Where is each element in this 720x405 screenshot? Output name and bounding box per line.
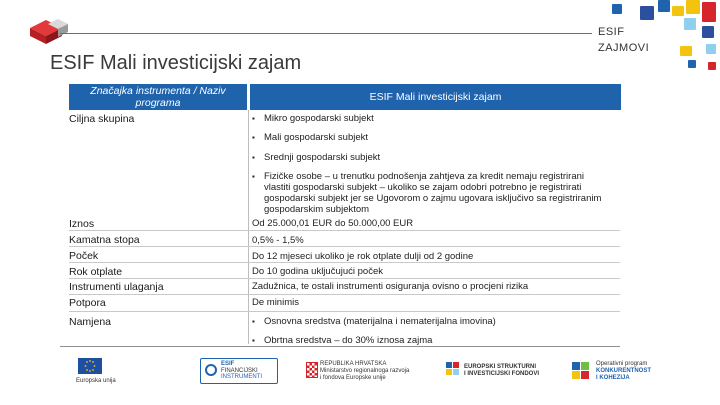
esif-financial-instruments-logo xyxy=(200,358,278,384)
row-label-namjena: Namjena xyxy=(69,316,112,328)
brand-label xyxy=(598,24,649,56)
row-separator xyxy=(69,230,620,231)
esif-cube-logo xyxy=(26,14,70,48)
value-iznos: Od 25.000,01 EUR do 50.000,00 EUR xyxy=(252,218,414,229)
competitiveness-line-1: Operativni program xyxy=(596,361,648,367)
list-item-ciljna: ▪ Mali gospodarski subjekt xyxy=(264,132,368,143)
eu-stars-icon xyxy=(78,358,102,374)
row-label-iznos: Iznos xyxy=(69,218,95,230)
page-title: ESIF Mali investicijski zajam xyxy=(50,52,302,74)
ministry-line-2: Ministarstvo regionalnoga razvoja xyxy=(320,368,410,374)
row-label-instrumenti: Instrumenti ulaganja xyxy=(69,281,164,293)
esif-logo-line-3: INSTRUMENTI xyxy=(221,374,262,380)
table-header-program: ESIF Mali investicijski zajam xyxy=(250,84,621,110)
value-rok: Do 10 godina uključujući poček xyxy=(252,266,383,277)
row-separator xyxy=(69,262,620,263)
row-label-rok: Rok otplate xyxy=(69,266,123,278)
list-item-namjena: ▪ Osnovna sredstva (materijalna i nematerijalna imovina) xyxy=(264,316,496,327)
competitiveness-line-3: I KOHEZIJA xyxy=(596,375,630,381)
fizicke-line-4: gospodarskim subjektom xyxy=(264,204,370,215)
value-potpora: De minimis xyxy=(252,297,299,308)
ministry-line-1: REPUBLIKA HRVATSKA xyxy=(320,361,387,367)
row-separator xyxy=(69,246,620,247)
esif-swirl-icon xyxy=(205,364,217,376)
header-divider xyxy=(60,33,592,34)
list-item-namjena: ▪ Obrtna sredstva – do 30% iznosa zajma xyxy=(264,335,432,346)
competitiveness-text xyxy=(596,361,651,382)
esif-logo-line-1: ESIF xyxy=(221,361,235,367)
fizicke-line-1: ▪ Fizičke osobe – u trenutku podnošenja zahtjeva za kredit nemaju registrirani xyxy=(264,171,585,182)
competitiveness-cohesion-logo-icon xyxy=(572,362,590,380)
eu-funds-text xyxy=(464,364,539,378)
eu-flag-logo xyxy=(78,358,102,374)
brand-line-1: ESIF xyxy=(598,26,625,38)
eu-funds-logo-icon xyxy=(446,362,460,376)
esif-logo-line-2: FINANCIJSKI xyxy=(221,368,258,374)
row-label-kamatna: Kamatna stopa xyxy=(69,234,140,246)
croatia-coat-of-arms-icon xyxy=(306,362,318,378)
value-kamatna: 0,5% - 1,5% xyxy=(252,235,304,246)
row-label-pocek: Poček xyxy=(69,250,99,262)
ministry-line-3: i fondova Europske unije xyxy=(320,375,386,381)
fizicke-line-3: gospodarski subjekt jer se Ugovorom o zajmu ugovara isključivo sa registriranim xyxy=(264,193,602,204)
ministry-text xyxy=(320,361,430,382)
footer-divider xyxy=(60,346,620,347)
row-separator xyxy=(69,294,620,295)
brand-line-2: ZAJMOVI xyxy=(598,42,650,54)
competitiveness-line-2: KONKURENTNOST xyxy=(596,368,651,374)
table-header-feature: Značajka instrumenta / Naziv programa xyxy=(69,84,247,110)
list-item-fizicke-osobe xyxy=(264,171,624,215)
list-item-ciljna: ▪ Mikro gospodarski subjekt xyxy=(264,113,374,124)
column-divider xyxy=(248,110,249,344)
eu-funds-line-2: I INVESTICIJSKI FONDOVI xyxy=(464,371,540,377)
list-item-ciljna: ▪ Srednji gospodarski subjekt xyxy=(264,152,380,163)
fizicke-line-2: vlastiti gospodarski subjekt – ukoliko se zajam odobri potrebno je registrirati xyxy=(264,182,582,193)
row-separator xyxy=(69,278,620,279)
value-pocek: Do 12 mjeseci ukoliko je rok otplate dulji od 2 godine xyxy=(252,251,474,262)
row-label-potpora: Potpora xyxy=(69,297,106,309)
eu-funds-line-1: EUROPSKI STRUKTURNI xyxy=(464,364,537,370)
row-separator xyxy=(69,311,620,312)
eu-caption: Europska unija xyxy=(76,378,116,384)
row-label-ciljna: Ciljna skupina xyxy=(69,113,135,125)
value-instrumenti: Zadužnica, te ostali instrumenti osiguranja ovisno o procjeni rizika xyxy=(252,281,529,292)
